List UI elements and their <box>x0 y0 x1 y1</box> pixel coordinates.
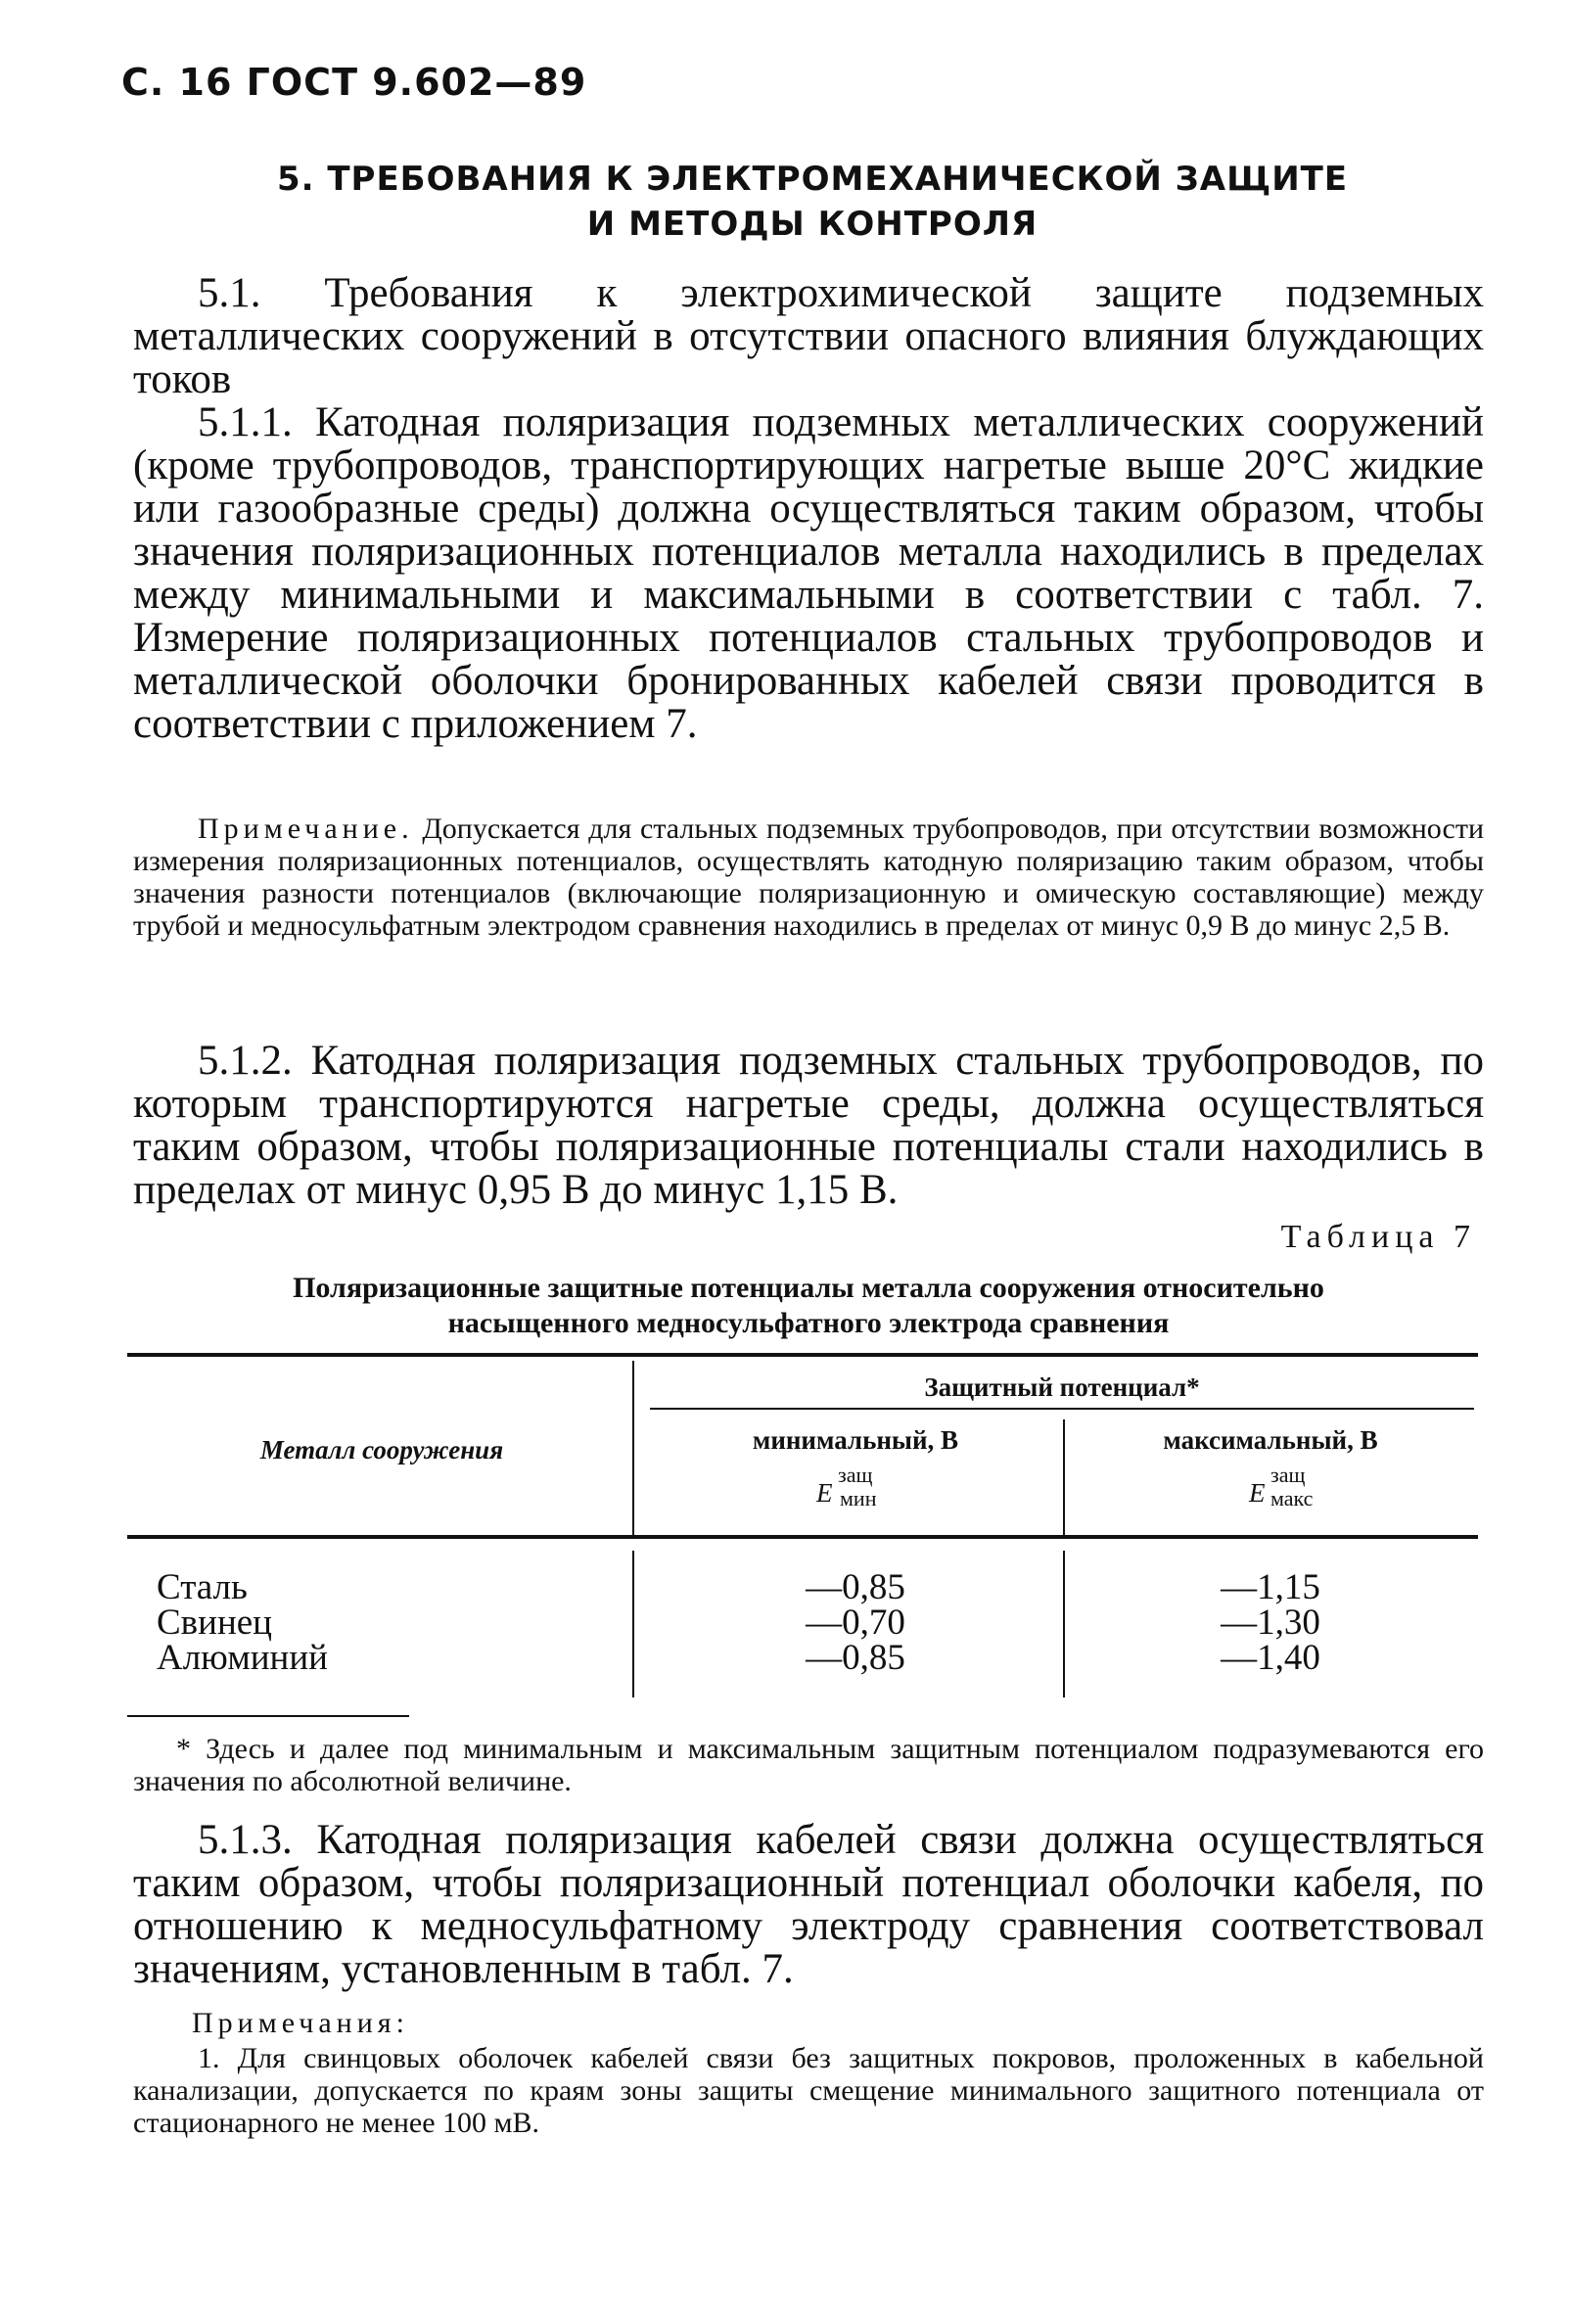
column-header-min: минимальный, В <box>752 1425 959 1455</box>
note-1 <box>133 813 1484 942</box>
e-sup-max: защ <box>1270 1463 1306 1487</box>
row-1-metal: Сталь <box>157 1567 248 1607</box>
table-top-rule <box>127 1353 1478 1357</box>
table-title <box>133 1271 1484 1341</box>
table-vline-2 <box>1063 1419 1065 1539</box>
table-vline-1 <box>632 1361 634 1539</box>
row-3-max: —1,40 <box>1221 1638 1320 1678</box>
note-1-text: Допускается для стальных подземных трубопроводов, при отсутствии возможности измерения поляризационных потенциалов, осуществлять катодную поляризацию таким образом, чтобы значения разности потенциалов (включающие поляризационную и омическую составляющие) между трубой и медносульфатным электродом сравнения находились в пределах от минус 0,9 В до минус 2,5 В. <box>133 813 1485 942</box>
paragraph-5-1-2: 5.1.2. Катодная поляризация подземных стальных трубопроводов, по которым транспортируются нагретые среды, должна осуществляться таким образом, чтобы поляризационные потенциалы стали находились в пределах от минус 0,95 В до минус 1,15 В. <box>133 1038 1484 1213</box>
row-2-metal: Свинец <box>157 1603 272 1643</box>
row-2-max: —1,30 <box>1221 1603 1320 1643</box>
table-title-line2: насыщенного медносульфатного электрода сравнения <box>447 1307 1170 1339</box>
table-caption: Таблица 7 <box>1280 1219 1476 1255</box>
footnote-separator <box>127 1715 409 1717</box>
column-header-metal: Металл сооружения <box>259 1435 504 1464</box>
row-3-metal: Алюминий <box>157 1638 328 1678</box>
e-sup-min: защ <box>838 1463 873 1487</box>
e-sub-min: мин <box>840 1486 877 1511</box>
column-header-protective-potential: Защитный потенциал* <box>924 1372 1200 1402</box>
section-title-line2: И МЕТОДЫ КОНТРОЛЯ <box>586 205 1039 244</box>
page-header: С. 16 ГОСТ 9.602—89 <box>121 61 587 104</box>
notes-2-label: Примечания: <box>192 2007 409 2039</box>
row-2-min: —0,70 <box>806 1603 905 1643</box>
section-title <box>176 157 1449 247</box>
row-1-max: —1,15 <box>1221 1567 1320 1607</box>
notes-2-item-1: 1. Для свинцовых оболочек кабелей связи без защитных покровов, проложенных в кабельной канализации, допускается по краям зоны защиты смещение минимального защитного потенциала от стационарного не менее 100 мВ. <box>133 2042 1484 2139</box>
e-sub-max: макс <box>1270 1486 1314 1511</box>
table-body-vline-2 <box>1063 1551 1065 1697</box>
row-1-min: —0,85 <box>806 1567 905 1607</box>
paragraph-5-1: 5.1. Требования к электрохимической защите подземных металлических сооружений в отсутствии опасного влияния блуждающих токов <box>133 270 1484 402</box>
note-1-label: Примечание. <box>198 813 414 845</box>
section-title-line1: 5. ТРЕБОВАНИЯ К ЭЛЕКТРОМЕХАНИЧЕСКОЙ ЗАЩИТЕ <box>276 160 1349 199</box>
row-3-min: —0,85 <box>806 1638 905 1678</box>
table-header-rule <box>127 1535 1478 1539</box>
table-body-vline-1 <box>632 1551 634 1697</box>
e-symbol-min: E <box>816 1478 833 1508</box>
table-footnote: * Здесь и далее под минимальным и максимальным защитным потенциалом подразумеваются его значения по абсолютной величине. <box>133 1733 1484 1797</box>
paragraph-5-1-1: 5.1.1. Катодная поляризация подземных металлических сооружений (кроме трубопроводов, транспортирующих нагретые выше 20°С жидкие или газообразные среды) должна осуществляться таким образом, чтобы значения поляризационных потенциалов металла находились в пределах между минимальными и максимальными в соответствии с табл. 7. Измерение поляризационных потенциалов стальных трубопроводов и металлической оболочки бронированных кабелей связи проводится в соответствии с приложением 7. <box>133 399 1484 747</box>
paragraph-5-1-3: 5.1.3. Катодная поляризация кабелей связи должна осуществляться таким образом, чтобы поляризационный потенциал оболочки кабеля, по отношению к медносульфатному электроду сравнения соответствовал значениям, установленным в табл. 7. <box>133 1817 1484 1992</box>
column-header-max: максимальный, В <box>1163 1425 1378 1455</box>
e-symbol-max: E <box>1249 1478 1266 1508</box>
table-title-line1: Поляризационные защитные потенциалы металла сооружения относительно <box>293 1272 1324 1304</box>
table-group-rule <box>650 1408 1474 1410</box>
